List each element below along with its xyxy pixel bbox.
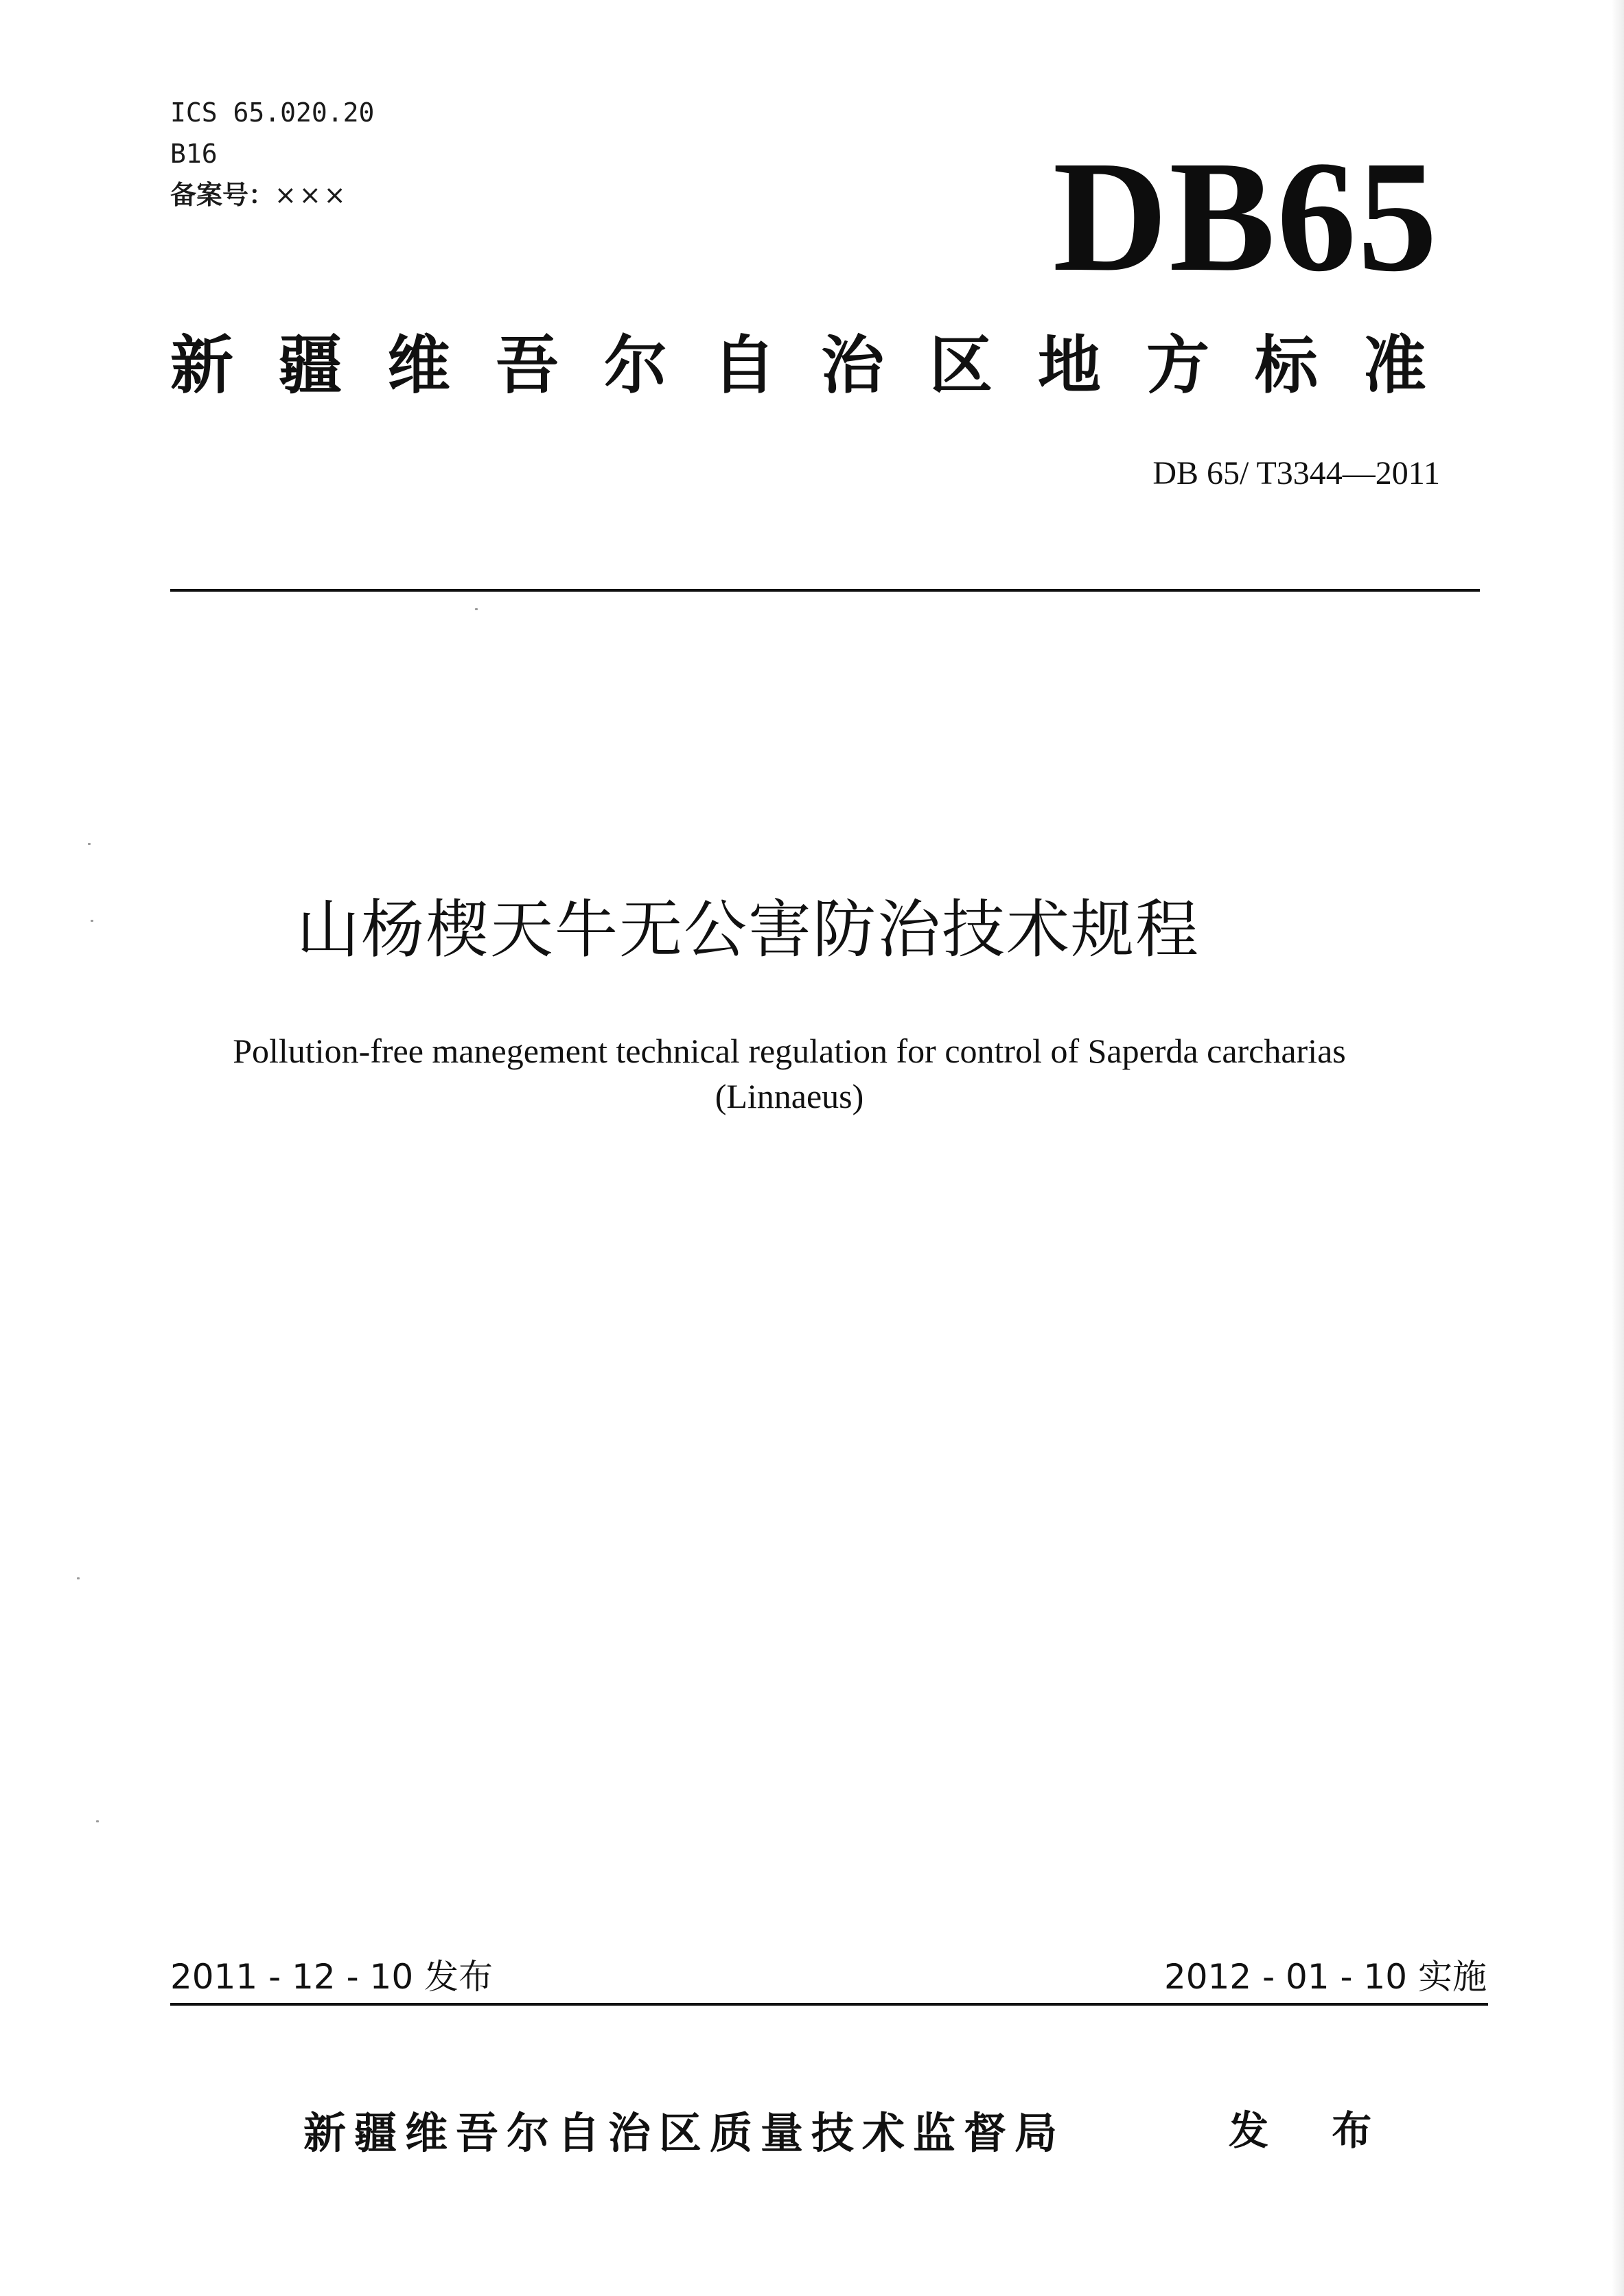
publish-label: 发 布	[1229, 2107, 1397, 2154]
standard-type-title: 新疆维吾尔自治区地方标准	[170, 329, 1472, 402]
scan-speck	[77, 1577, 80, 1579]
english-title-line-1: Pollution-free manegement technical regulation for control of Saperda carcharias	[233, 1032, 1346, 1070]
scan-speck	[88, 843, 91, 845]
document-title-chinese: 山杨楔天牛无公害防治技术规程	[297, 893, 1200, 966]
document-title-english	[137, 1028, 1441, 1119]
english-title-line-2: (Linnaeus)	[715, 1077, 864, 1115]
scan-speck	[96, 1820, 99, 1822]
record-number-label: 备案号：	[170, 180, 275, 210]
page-edge-shadow	[1612, 0, 1624, 2296]
bottom-divider	[170, 2003, 1488, 2006]
issue-date: 2011 - 12 - 10 发布	[170, 1957, 494, 1997]
record-number	[170, 178, 349, 211]
db65-logo: DB65	[1052, 128, 1439, 305]
standard-number: DB 65/ T3344—2011	[1152, 455, 1440, 491]
publisher-name: 新疆维吾尔自治区质量技术监督局	[303, 2108, 1066, 2158]
effective-date: 2012 - 01 - 10 实施	[1163, 1957, 1487, 1997]
record-number-value: ×××	[275, 180, 349, 210]
scan-speck	[475, 608, 478, 610]
top-divider	[170, 589, 1480, 592]
scan-speck	[91, 920, 93, 922]
classification-code: B16	[170, 139, 218, 169]
ics-code: ICS 65.020.20	[170, 97, 375, 128]
